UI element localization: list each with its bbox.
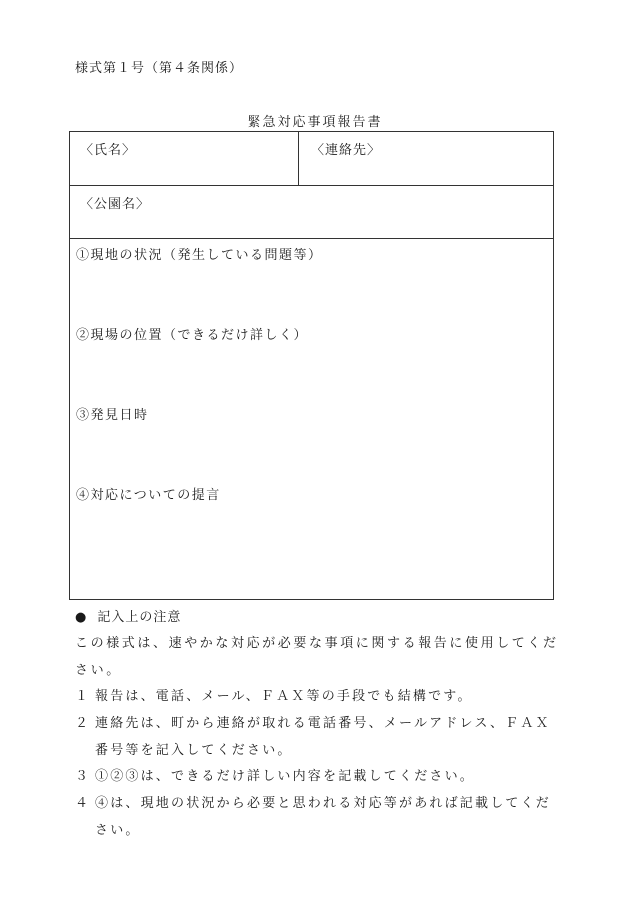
form-row-name-contact bbox=[70, 132, 553, 186]
note-text: 報告は、電話、メール、ＦＡＸ等の手段でも結構です。 bbox=[95, 689, 473, 704]
note-text: 連絡先は、町から連絡が取れる電話番号、メールアドレス、ＦＡＸ番号等を記入してください。 bbox=[95, 716, 551, 758]
document-title: 緊急対応事項報告書 bbox=[247, 115, 383, 130]
note-number: ２ bbox=[75, 716, 89, 731]
park-name-label: 〈公園名〉 bbox=[80, 197, 151, 212]
bullet-icon: ● bbox=[75, 610, 88, 625]
name-label: 〈氏名〉 bbox=[80, 143, 137, 158]
note-item bbox=[75, 683, 563, 710]
name-field[interactable] bbox=[70, 132, 299, 185]
contact-field[interactable] bbox=[299, 132, 553, 185]
notes-intro: この様式は、速やかな対応が必要な事項に関する報告に使用してください。 bbox=[75, 636, 559, 678]
contact-label: 〈連絡先〉 bbox=[311, 143, 382, 158]
report-form-table bbox=[69, 131, 554, 600]
form-row-park bbox=[70, 186, 553, 239]
note-item bbox=[75, 710, 563, 764]
note-number: ３ bbox=[75, 769, 89, 784]
note-number: １ bbox=[75, 689, 89, 704]
form-number: 様式第１号（第４条関係） bbox=[75, 61, 244, 76]
park-name-field[interactable] bbox=[70, 186, 553, 238]
note-item bbox=[75, 790, 563, 844]
section-response-proposal: ④対応についての提言 bbox=[76, 488, 221, 503]
notes-heading bbox=[75, 606, 181, 625]
section-discovery-datetime: ③発見日時 bbox=[76, 408, 149, 423]
note-number: ４ bbox=[75, 796, 89, 811]
section-location: ②現場の位置（できるだけ詳しく） bbox=[76, 328, 309, 343]
report-details-field[interactable] bbox=[70, 239, 553, 599]
section-site-situation: ①現地の状況（発生している問題等） bbox=[76, 248, 323, 263]
note-text: ①②③は、できるだけ詳しい内容を記載してください。 bbox=[95, 769, 476, 784]
notes-heading-text: 記入上の注意 bbox=[97, 610, 182, 625]
note-text: ④は、現地の状況から必要と思われる対応等があれば記載してください。 bbox=[95, 796, 552, 838]
note-item bbox=[75, 763, 563, 790]
